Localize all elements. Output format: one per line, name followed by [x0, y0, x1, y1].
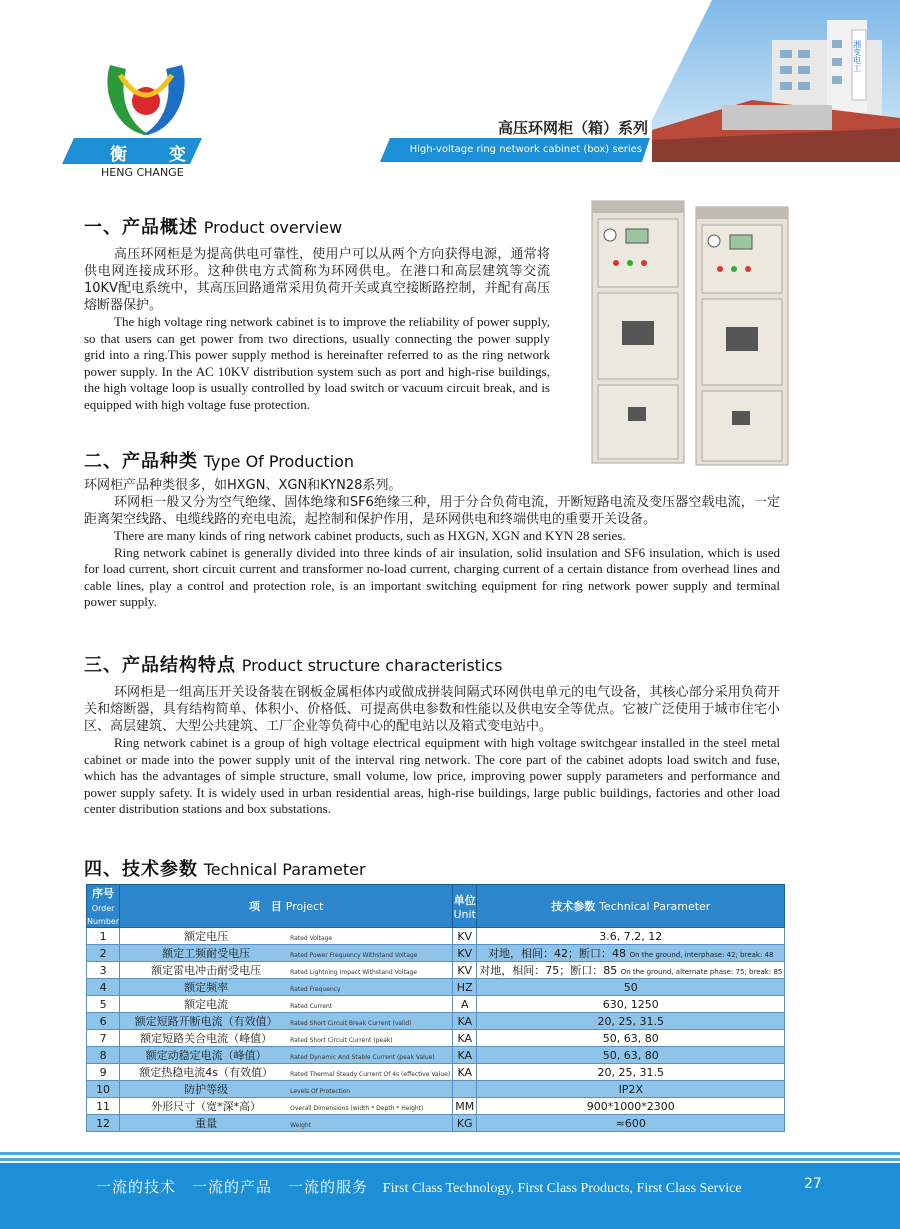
row-project-cn: 重量 [195, 1117, 218, 1130]
row-project-cn: 额定工频耐受电压 [162, 947, 251, 960]
row-unit: KA [453, 1047, 477, 1064]
header-param-cn: 技术参数 [551, 900, 596, 913]
header-unit-cn: 单位 [453, 893, 476, 907]
table-row [87, 962, 785, 979]
row-project-cn: 额定频率 [184, 981, 229, 994]
photo-sign-text: 湘变电工 [852, 40, 862, 72]
section-overview-title-cn: 一、产品概述 [84, 217, 198, 238]
row-project [120, 979, 453, 996]
types-para-cn-2: 环网柜一般又分为空气绝缘、固体绝缘和SF6绝缘三种，用于分合负荷电流，开断短路电流及变压器空载电流，一定距离架空线路、电缆线路的充电电流，起控制和保护作用，是环网供电和终端供电的重要开关设备。 [84, 495, 780, 527]
row-project-en: Rated Voltage [290, 935, 333, 942]
row-order-number: 1 [87, 928, 120, 945]
technical-parameter-table [86, 884, 785, 1132]
row-parameter [477, 1081, 785, 1098]
row-project [120, 1047, 453, 1064]
table-row [87, 1098, 785, 1115]
table-row [87, 1047, 785, 1064]
row-project-en: Rated Dynamic And Stable Current (peak Value) [290, 1054, 435, 1061]
row-order-number: 2 [87, 945, 120, 962]
structure-para-cn: 环网柜是一组高压开关设备装在钢板金属柜体内或做成拼装间隔式环网供电单元的电气设备，其核心部分采用负荷开关和熔断器，具有结构简单、体积小、价格低、可提高供电参数和性能以及供电安全等优点。它被广泛使用于城市住宅小区、高层建筑、大型公共建筑、工厂企业等负荷中心的配电站以及箱式变电站中。 [84, 685, 780, 734]
row-parameter-value: 20, 25, 31.5 [597, 1065, 665, 1079]
row-project-en: Overall Dimensions (width * Depth * Height) [290, 1105, 424, 1112]
row-unit: KA [453, 1030, 477, 1047]
row-parameter [477, 979, 785, 996]
row-unit: KV [453, 945, 477, 962]
section-overview-title [84, 213, 342, 239]
row-project-cn: 防护等级 [184, 1083, 229, 1096]
row-parameter-value: 对地，相间：75；断口：85 [479, 964, 618, 977]
header-order-number [87, 885, 120, 928]
section-types-title-cn: 二、产品种类 [84, 451, 198, 472]
row-project-cn: 额定电压 [184, 930, 229, 943]
table-row [87, 996, 785, 1013]
row-parameter [477, 996, 785, 1013]
ring-cabinet-photo [582, 193, 792, 468]
row-parameter-value: 20, 25, 31.5 [597, 1014, 665, 1028]
row-parameter-en: On the ground, alternate phase: 75; break: 85 [620, 968, 783, 976]
row-order-number: 10 [87, 1081, 120, 1098]
row-unit: MM [453, 1098, 477, 1115]
footer-slogan-en: First Class Technology, First Class Products, First Class Service [382, 1181, 742, 1196]
row-order-number: 9 [87, 1064, 120, 1081]
page-number: 27 [804, 1176, 822, 1192]
section-types-title [84, 447, 354, 473]
row-parameter [477, 1030, 785, 1047]
structure-text [84, 684, 780, 818]
row-project-cn: 额定电流 [184, 998, 229, 1011]
row-order-number: 12 [87, 1115, 120, 1132]
row-project [120, 962, 453, 979]
row-unit: KG [453, 1115, 477, 1132]
row-order-number: 3 [87, 962, 120, 979]
row-project-en: Rated Lightning Impact Withstand Voltage [290, 969, 418, 976]
row-parameter-value: ≈600 [615, 1116, 646, 1130]
overview-para-en: The high voltage ring network cabinet is to improve the reliability of power supply, so that users can get power from two directions, usually connecting the power supply grid into a ring.This power supply method is hereinafter referred to as the ring network power supply. In the AC 10KV distribution system such as port and high-rise buildings, the high voltage loop is usually controlled by load switch or vacuum circuit break, and is equipped with high voltage fuse protection. [84, 314, 550, 412]
header-order-cn: 序号 [92, 887, 115, 900]
table-row [87, 1064, 785, 1081]
table-row [87, 1013, 785, 1030]
row-unit: KV [453, 928, 477, 945]
brand-name-en: HENG CHANGE [101, 166, 184, 179]
row-project [120, 996, 453, 1013]
types-para-cn-1: 环网柜产品种类很多，如HXGN、XGN和KYN28系列。 [84, 478, 402, 493]
row-parameter [477, 1098, 785, 1115]
row-project [120, 1013, 453, 1030]
row-parameter [477, 945, 785, 962]
row-parameter-value: IP2X [618, 1082, 643, 1096]
row-unit: KA [453, 1064, 477, 1081]
row-order-number: 5 [87, 996, 120, 1013]
header-project-cn: 项 目 [248, 900, 282, 913]
row-order-number: 11 [87, 1098, 120, 1115]
row-parameter [477, 928, 785, 945]
row-project [120, 1098, 453, 1115]
row-project-en: Rated Short Circuit Current (peak) [290, 1037, 393, 1044]
header-unit-en: Unit [453, 907, 476, 921]
brand-name-cn: 衡 变 [110, 145, 204, 165]
row-order-number: 7 [87, 1030, 120, 1047]
row-project-en: Weight [290, 1122, 312, 1129]
row-parameter-value: 900*1000*2300 [586, 1099, 675, 1113]
row-parameter [477, 1047, 785, 1064]
row-project [120, 1081, 453, 1098]
overview-para-cn: 高压环网柜是为提高供电可靠性，使用户可以从两个方向获得电源，通常将供电网连接成环形。这种供电方式简称为环网供电。在港口和高层建筑等交流10KV配电系统中，其高压回路通常采用负荷开关或真空接断路控制，并配有高压熔断器保护。 [84, 247, 550, 313]
row-unit: HZ [453, 979, 477, 996]
header-project [120, 885, 453, 928]
footer-line [0, 1158, 900, 1161]
table-row [87, 928, 785, 945]
row-project-cn: 额定雷电冲击耐受电压 [151, 964, 262, 977]
section-types-title-en: Type Of Production [203, 452, 355, 471]
series-title-cn: 高压环网柜（箱）系列 [497, 119, 648, 137]
row-parameter-value: 50, 63, 80 [602, 1048, 659, 1062]
header-param-en: Technical Parameter [599, 900, 711, 913]
header-order-en: Order Number [87, 904, 120, 926]
row-project-en: Rated Short Circuit Break Current (valid) [290, 1020, 412, 1027]
footer-slogan [96, 1176, 742, 1197]
section-overview-title-en: Product overview [203, 218, 343, 237]
types-para-en-1: There are many kinds of ring network cabinet products, such as HXGN, XGN and KYN 28 series. [114, 528, 626, 543]
section-technical-title [84, 855, 366, 881]
row-unit: KV [453, 962, 477, 979]
row-parameter-value: 50 [623, 980, 638, 994]
header-technical-parameter [477, 885, 785, 928]
row-parameter-value: 对地，相间：42；断口：48 [488, 947, 627, 960]
header-project-en: Project [285, 900, 324, 913]
types-text [84, 477, 780, 611]
company-logo-icon [100, 55, 192, 147]
header-unit [453, 885, 477, 928]
row-project-cn: 额定热稳电流4s（有效值） [139, 1066, 273, 1079]
row-project [120, 1115, 453, 1132]
section-structure-title-cn: 三、产品结构特点 [84, 655, 236, 676]
structure-para-en: Ring network cabinet is a group of high voltage electrical equipment with high voltage switchgear installed in the steel metal cabinet or made into the power supply unit of the interval ring network. The core part of the cabinet adopts load switch and fuse, which has the advantages of simple structure, small volume, low price, improving power supply parameters and performance and power supply safety. It is widely used in urban residential areas, high-rise buildings, large public buildings, factories and other load center distribution stations and box substations. [84, 735, 780, 816]
row-unit: A [453, 996, 477, 1013]
row-project [120, 945, 453, 962]
row-project [120, 928, 453, 945]
table-row [87, 1030, 785, 1047]
row-project-en: Rated Current [290, 1003, 333, 1010]
table-row [87, 945, 785, 962]
row-parameter [477, 962, 785, 979]
row-project-en: Rated Power Frequency Withstand Voltage [290, 952, 418, 959]
section-technical-title-en: Technical Parameter [203, 860, 366, 879]
row-project-en: Rated Thermal Steady Current Of 4s (effective Value) [290, 1071, 451, 1078]
factory-photo [652, 0, 900, 162]
row-project [120, 1030, 453, 1047]
row-parameter-value: 630, 1250 [602, 997, 659, 1011]
overview-text [84, 246, 550, 413]
section-technical-title-cn: 四、技术参数 [84, 859, 198, 880]
table-body [87, 928, 785, 1132]
table-row [87, 979, 785, 996]
table-header-row [87, 885, 785, 928]
row-order-number: 4 [87, 979, 120, 996]
row-order-number: 6 [87, 1013, 120, 1030]
row-project-cn: 额定短路开断电流（有效值） [134, 1015, 278, 1028]
footer-slogan-cn: 一流的技术 一流的产品 一流的服务 [96, 1178, 369, 1196]
section-structure-title [84, 651, 503, 677]
row-project-cn: 额定动稳定电流（峰值） [145, 1049, 267, 1062]
section-structure-title-en: Product structure characteristics [241, 656, 503, 675]
row-project [120, 1064, 453, 1081]
row-parameter-value: 50, 63, 80 [602, 1031, 659, 1045]
row-project-cn: 额定短路关合电流（峰值） [140, 1032, 273, 1045]
footer-line [0, 1152, 900, 1155]
table-row [87, 1115, 785, 1132]
row-unit: KA [453, 1013, 477, 1030]
row-parameter-en: On the ground, interphase: 42; break: 48 [629, 951, 774, 959]
table-row [87, 1081, 785, 1098]
row-project-en: Levels Of Protection [290, 1088, 351, 1095]
row-order-number: 8 [87, 1047, 120, 1064]
row-project-en: Rated Frequency [290, 986, 341, 993]
row-parameter [477, 1013, 785, 1030]
row-unit [453, 1081, 477, 1098]
row-project-cn: 外形尺寸（宽*深*高） [151, 1100, 262, 1113]
row-parameter [477, 1115, 785, 1132]
row-parameter [477, 1064, 785, 1081]
row-parameter-value: 3.6, 7.2, 12 [599, 929, 663, 943]
types-para-en-2: Ring network cabinet is generally divided into three kinds of air insulation, solid insulation and SF6 insulation, which is used for load current, short circuit current and transformer no-load current, charging current of a certain distance from overhead lines and cable lines, play a control and protection role, is an important switching equipment for ring network power supply and terminal power supply. [84, 544, 780, 609]
series-title-en: High-voltage ring network cabinet (box) series [409, 144, 642, 155]
